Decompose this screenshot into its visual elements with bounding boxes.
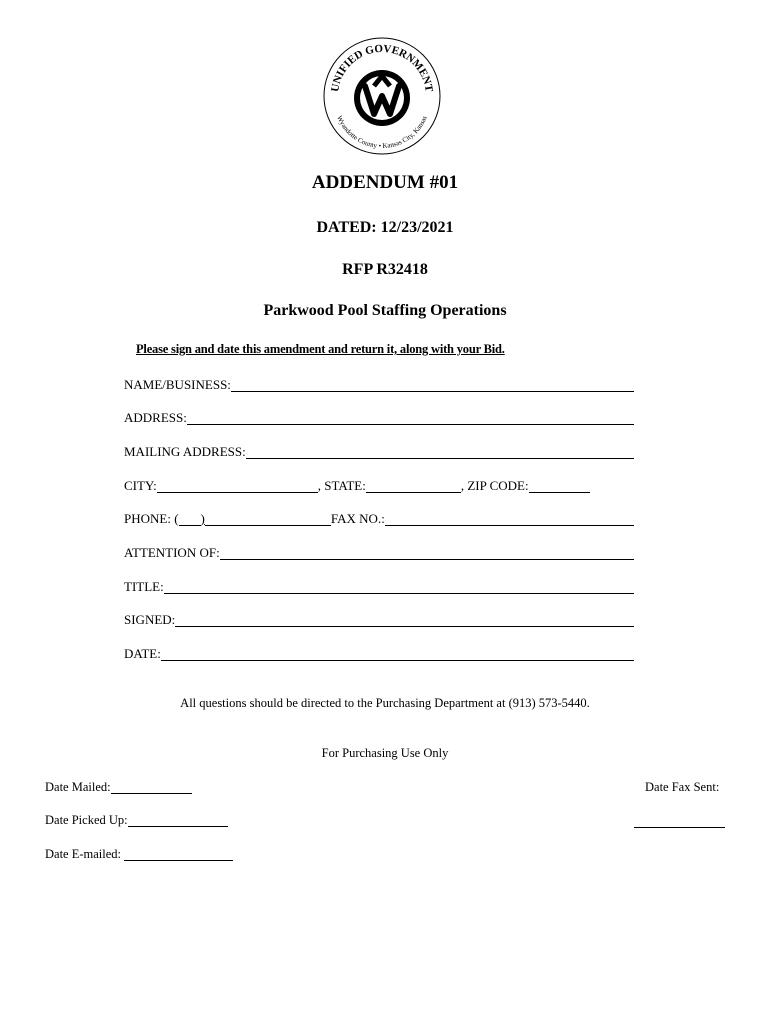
svg-text:Wyandotte County • Kansas City: Wyandotte County • Kansas City, Kansas [335,114,429,151]
fax-label: FAX NO.: [330,511,385,526]
date-emailed-field[interactable] [45,847,233,862]
signed-label: SIGNED: [124,612,176,627]
date-emailed-label: Date E-mailed: [45,847,125,861]
addendum-title: ADDENDUM #01 [311,172,459,193]
date-fax-sent-line[interactable] [634,813,725,828]
svg-text:UNIFIED GOVERNMENT: UNIFIED GOVERNMENT [329,42,435,93]
phone-area-code-line[interactable] [179,511,201,526]
address-field[interactable] [124,408,634,426]
zip-label: , ZIP CODE: [460,478,529,493]
phone-paren-close: ) [200,511,205,526]
phone-label: PHONE: ( [124,511,179,526]
sign-instruction: Please sign and date this amendment and return it, along with your Bid. [136,342,505,356]
phone-fax-field[interactable] [124,509,634,527]
date-picked-up-line[interactable] [128,813,228,827]
date-mailed-line[interactable] [111,780,192,794]
address-label: ADDRESS: [124,410,187,425]
date-emailed-line[interactable] [124,847,233,861]
date-mailed-field[interactable] [45,780,192,795]
attention-label: ATTENTION OF: [124,545,220,560]
signed-field[interactable] [124,610,634,628]
date-mailed-label: Date Mailed: [45,780,111,794]
state-line[interactable] [366,478,461,493]
city-state-zip-field[interactable] [124,476,590,494]
state-label: , STATE: [317,478,366,493]
date-line[interactable] [161,646,634,661]
project-title: Parkwood Pool Staffing Operations [263,302,507,319]
purchasing-heading: For Purchasing Use Only [321,746,449,760]
phone-number-line[interactable] [205,511,331,526]
city-line[interactable] [157,478,318,493]
fax-line[interactable] [385,511,634,526]
title-field[interactable] [124,577,634,595]
date-field[interactable] [124,644,634,662]
title-label: TITLE: [124,579,164,594]
date-picked-up-field[interactable] [45,813,228,828]
mailing-address-field[interactable] [124,442,634,460]
name-business-field[interactable] [124,375,634,393]
city-label: CITY: [124,478,157,493]
name-business-line[interactable] [231,377,634,392]
date-label: DATE: [124,646,161,661]
address-line[interactable] [187,410,634,425]
attention-line[interactable] [220,545,634,560]
mailing-address-line[interactable] [246,444,634,459]
zip-line[interactable] [529,478,590,493]
unified-government-seal-logo [322,36,442,156]
rfp-number: RFP R32418 [342,261,428,278]
attention-field[interactable] [124,543,634,561]
date-picked-up-label: Date Picked Up: [45,813,128,827]
dated-line: DATED: 12/23/2021 [316,219,454,236]
title-line[interactable] [164,579,634,594]
questions-note: All questions should be directed to the Purchasing Department at (913) 573-5440. [180,696,590,710]
mailing-address-label: MAILING ADDRESS: [124,444,246,459]
signed-line[interactable] [175,612,634,627]
date-fax-sent-label: Date Fax Sent: [645,780,720,794]
name-business-label: NAME/BUSINESS: [124,377,231,392]
